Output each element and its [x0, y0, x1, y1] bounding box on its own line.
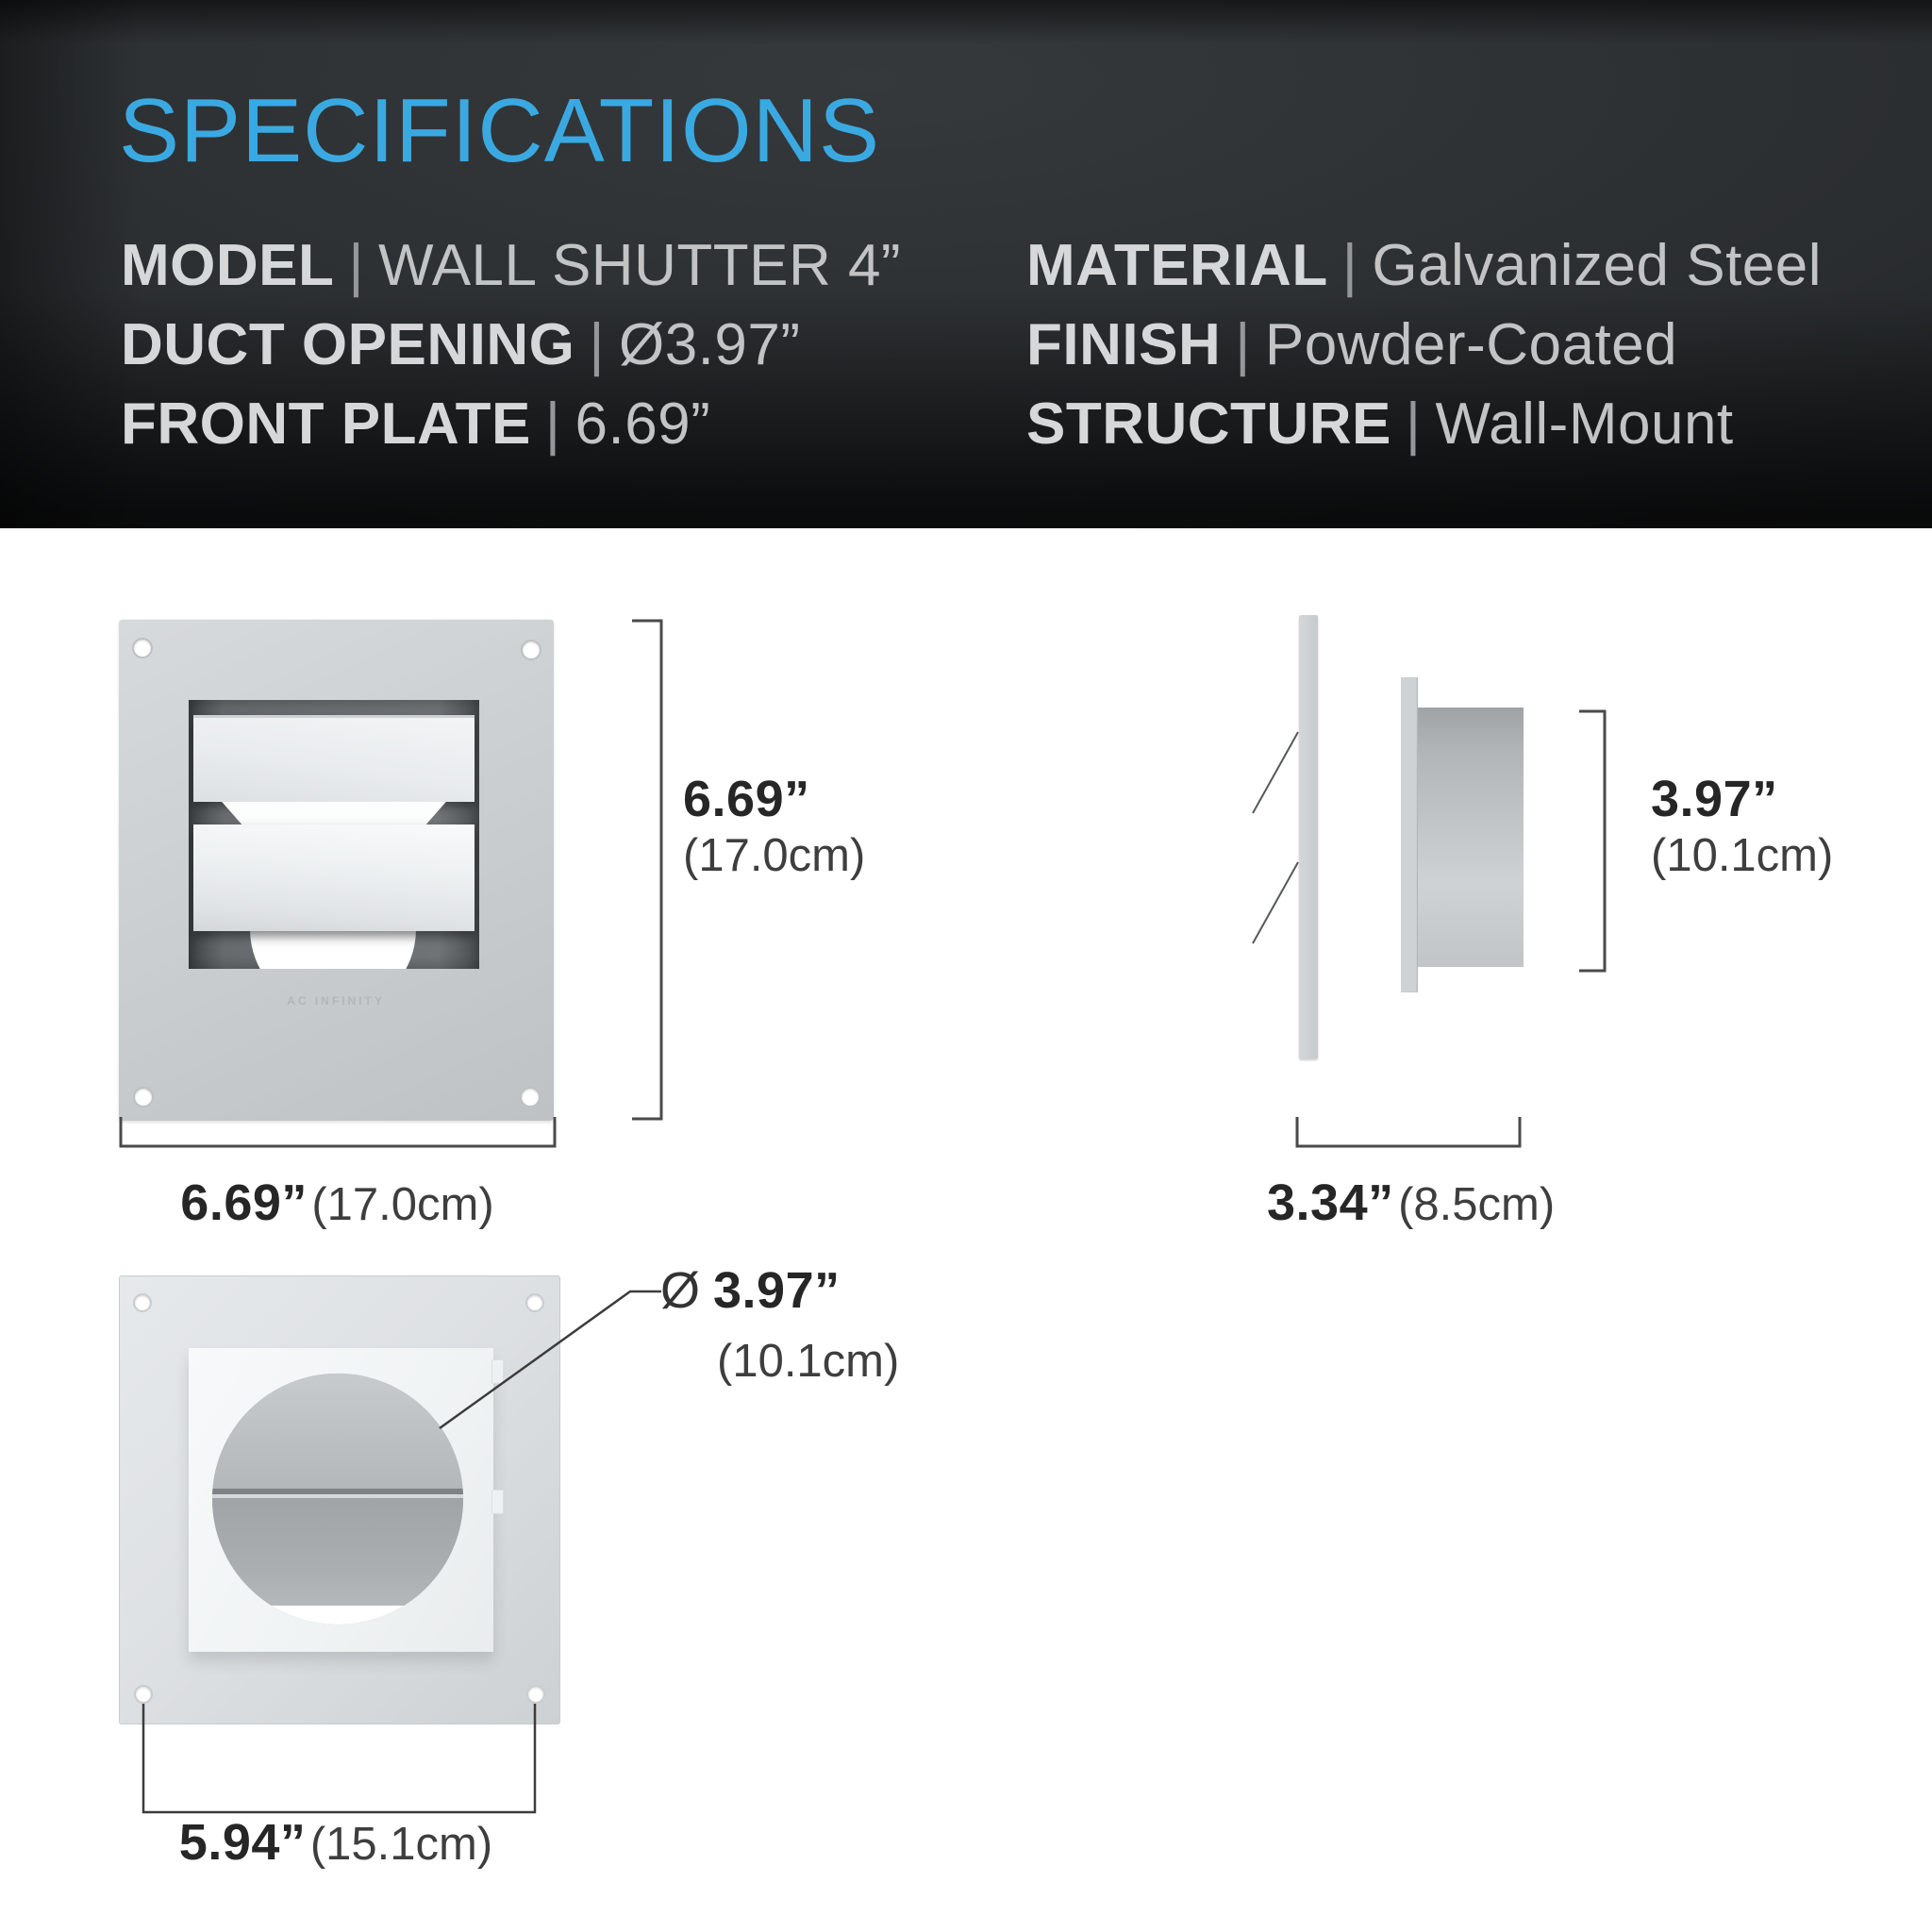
- screw-hole: [132, 638, 153, 658]
- spec-label: FINISH: [1026, 312, 1222, 377]
- back-view-housing: [189, 1348, 493, 1652]
- spec-value: Powder-Coated: [1264, 312, 1678, 377]
- dim-cm: (10.1cm): [717, 1336, 900, 1387]
- spec-row-duct-opening: [121, 306, 901, 385]
- screw-hole: [520, 1087, 541, 1108]
- spec-row-front-plate: [121, 385, 901, 464]
- header-panel: [0, 0, 1932, 528]
- brand-text: AC INFINITY: [287, 994, 385, 1008]
- louver-open-line: [1253, 862, 1298, 943]
- front-width-bracket: [121, 1117, 555, 1146]
- screw-hole: [526, 1685, 545, 1704]
- louver-slat-top: [193, 715, 475, 802]
- side-view-rib: [1401, 677, 1418, 992]
- spec-value: 6.69”: [575, 391, 711, 457]
- spec-separator: |: [1235, 312, 1251, 377]
- duct-bottom-light: [212, 1606, 463, 1624]
- spec-row-structure: [1026, 385, 1822, 464]
- spec-separator: |: [544, 391, 561, 457]
- dim-cm: (15.1cm): [309, 1819, 493, 1870]
- spec-separator: |: [1405, 391, 1422, 457]
- dim-cm: (17.0cm): [683, 830, 866, 881]
- screw-hole: [133, 1087, 154, 1108]
- dim-cm: (17.0cm): [311, 1179, 494, 1230]
- dim-cm: (10.1cm): [1651, 830, 1834, 881]
- louver-open-line: [1253, 732, 1298, 813]
- side-height-bracket: [1579, 711, 1605, 971]
- dim-inches: 6.69”: [683, 771, 810, 827]
- spec-label: FRONT PLATE: [121, 391, 531, 457]
- spec-label: STRUCTURE: [1026, 391, 1391, 457]
- screw-hole: [133, 1293, 152, 1312]
- diameter-symbol: Ø: [660, 1262, 701, 1319]
- side-depth-label: [1267, 1174, 1556, 1232]
- spec-value: WALL SHUTTER 4”: [377, 233, 902, 298]
- dim-inches: 3.97”: [713, 1262, 841, 1319]
- side-view-front-plate: [1299, 615, 1318, 1058]
- back-view-drawing: [119, 1275, 560, 1724]
- spec-row-finish: [1026, 306, 1822, 385]
- mount-tab: [491, 1490, 504, 1514]
- louver-slat-bottom: [193, 824, 475, 931]
- spec-label: MODEL: [121, 233, 335, 298]
- page-title: SPECIFICATIONS: [119, 80, 880, 181]
- front-height-bracket: [632, 621, 661, 1119]
- back-hole-spacing-label: [119, 1813, 553, 1872]
- front-width-label: [119, 1174, 556, 1232]
- duct-interior-upper: [212, 1374, 463, 1489]
- screw-hole: [134, 1685, 153, 1704]
- dim-inches: 5.94”: [178, 1814, 307, 1871]
- spec-separator: |: [589, 312, 605, 377]
- side-view-duct: [1418, 708, 1524, 967]
- side-height-label: [1651, 770, 1833, 883]
- dim-inches: 3.97”: [1651, 771, 1778, 827]
- spec-row-material: [1026, 226, 1822, 306]
- spec-value: Ø3.97”: [618, 312, 801, 377]
- screw-hole: [521, 640, 541, 660]
- spec-row-model: [121, 226, 901, 306]
- front-view-drawing: [119, 619, 554, 1121]
- dim-inches: 3.34”: [1267, 1174, 1394, 1231]
- back-diameter-label: [660, 1260, 899, 1389]
- spec-separator: |: [1341, 233, 1358, 298]
- louver-recess: [189, 700, 479, 969]
- dim-cm: (8.5cm): [1398, 1179, 1556, 1230]
- spec-value: Wall-Mount: [1435, 391, 1734, 457]
- side-depth-bracket: [1297, 1117, 1520, 1146]
- spec-list-left: [121, 226, 901, 464]
- dim-inches: 6.69”: [180, 1174, 308, 1231]
- mount-tab: [491, 1359, 504, 1384]
- spec-label: MATERIAL: [1026, 233, 1328, 298]
- spec-list-right: [1026, 226, 1822, 464]
- spec-value: Galvanized Steel: [1372, 233, 1823, 298]
- duct-interior-lower: [212, 1498, 463, 1606]
- spec-separator: |: [348, 233, 364, 298]
- louver-gap: [209, 802, 458, 824]
- screw-hole: [525, 1293, 544, 1312]
- side-view-housing: [1318, 682, 1401, 991]
- front-height-label: [683, 770, 865, 883]
- duct-opening-circle: [212, 1374, 463, 1624]
- spec-label: DUCT OPENING: [121, 312, 575, 377]
